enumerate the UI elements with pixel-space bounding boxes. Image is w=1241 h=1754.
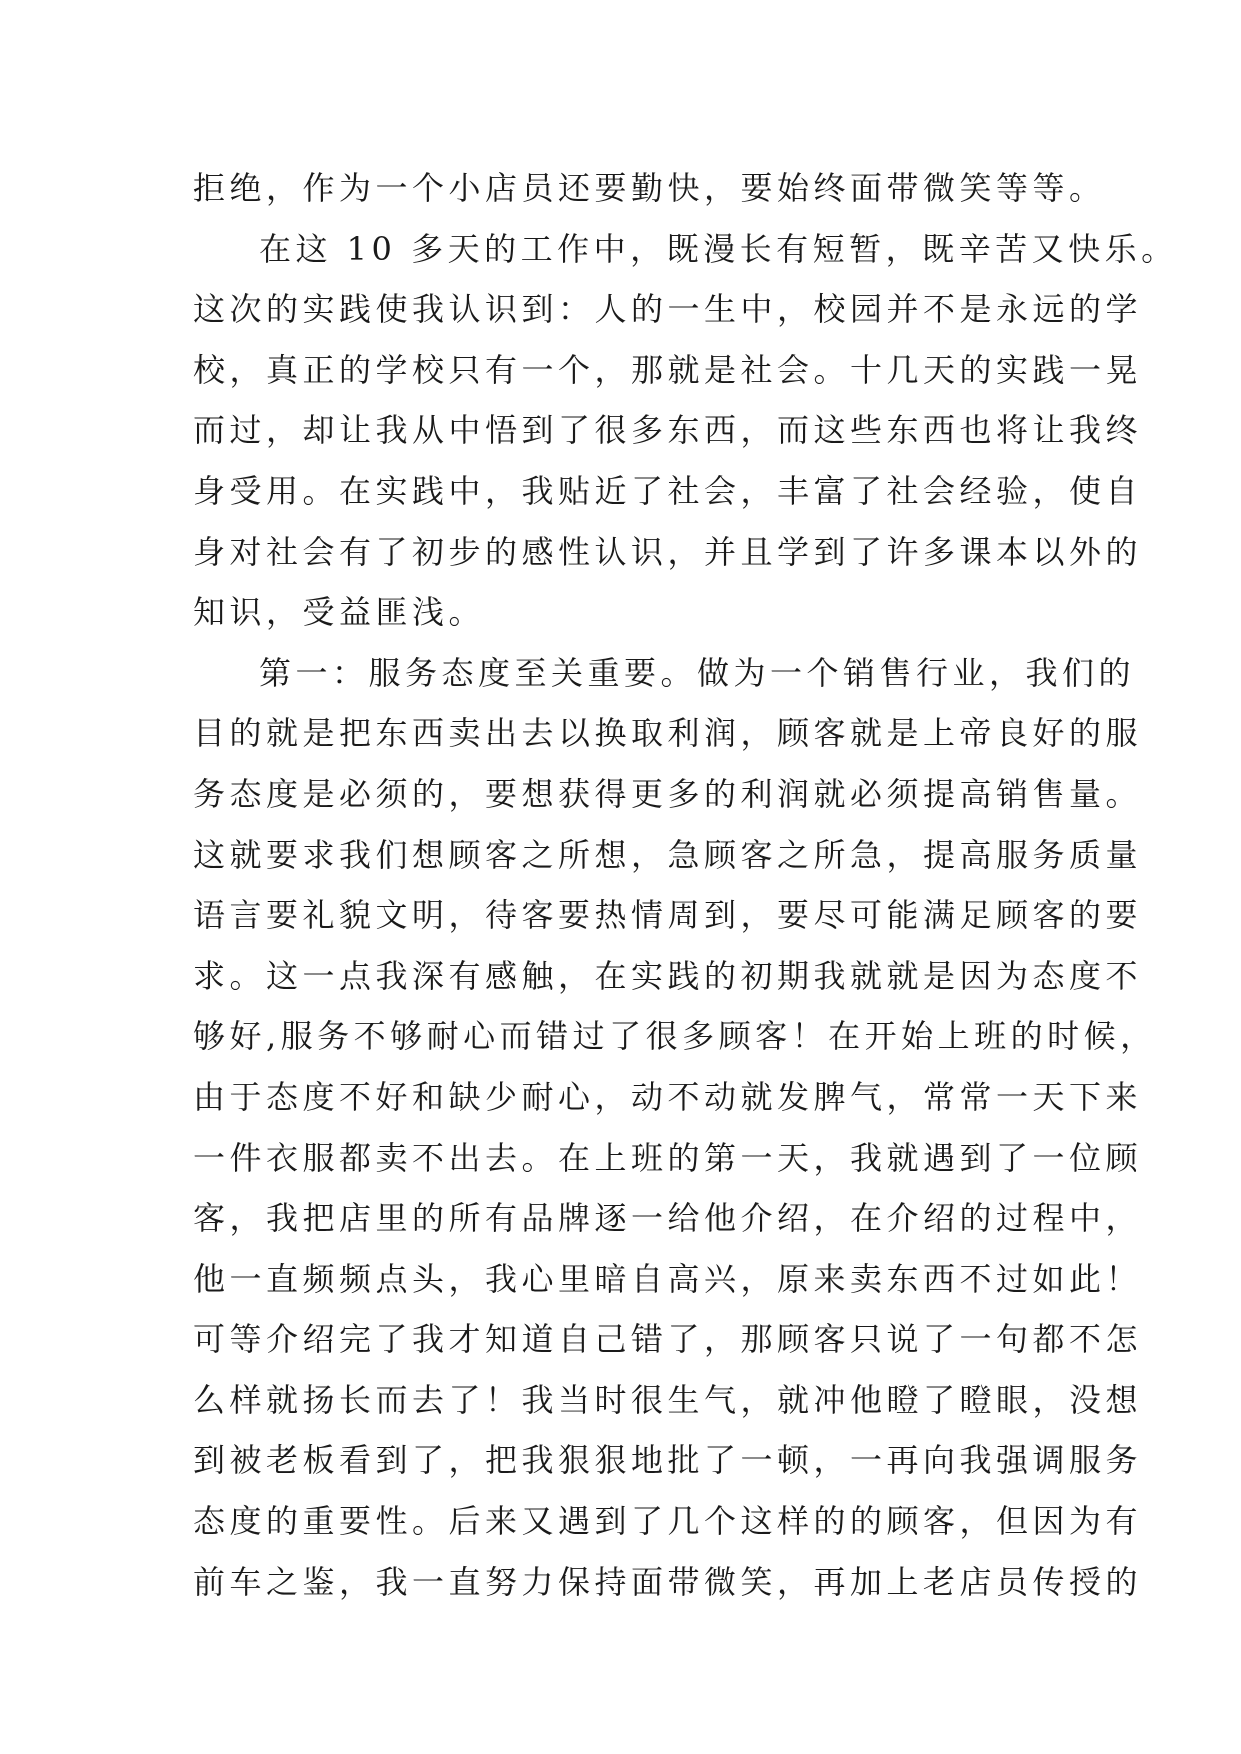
text-line: 而过，却让我从中悟到了很多东西，而这些东西也将让我终 <box>193 411 1143 450</box>
text-line: 知识，受益匪浅。 <box>193 593 486 632</box>
text-line: 一件衣服都卖不出去。在上班的第一天，我就遇到了一位顾 <box>193 1138 1143 1177</box>
text-line: 前车之鉴，我一直努力保持面带微笑，再加上老店员传授的 <box>193 1562 1143 1601</box>
text-line: 客，我把店里的所有品牌逐一给他介绍，在介绍的过程中， <box>193 1199 1143 1238</box>
text-line: 到被老板看到了，把我狠狠地批了一顿，一再向我强调服务 <box>193 1441 1143 1480</box>
text-line: 目的就是把东西卖出去以换取利润，顾客就是上帝良好的服 <box>193 714 1143 753</box>
text-line: 校，真正的学校只有一个，那就是社会。十几天的实践一晃 <box>193 350 1143 389</box>
text-line: 身对社会有了初步的感性认识，并且学到了许多课本以外的 <box>193 532 1143 571</box>
text-line: 这就要求我们想顾客之所想，急顾客之所急，提高服务质量 <box>193 835 1143 874</box>
text-line: 这次的实践使我认识到：人的一生中，校园并不是永远的学 <box>193 290 1143 329</box>
text-line: 态度的重要性。后来又遇到了几个这样的的顾客，但因为有 <box>193 1502 1143 1541</box>
text-line: 身受用。在实践中，我贴近了社会，丰富了社会经验，使自 <box>193 471 1143 510</box>
text-line: 够好,服务不够耐心而错过了很多顾客！在开始上班的时候， <box>193 1017 1157 1056</box>
text-line: 求。这一点我深有感触，在实践的初期我就就是因为态度不 <box>193 956 1143 995</box>
paragraph-first-line: 在这 10 多天的工作中，既漫长有短暂，既辛苦又快乐。 <box>259 229 1178 268</box>
document-body <box>193 158 1178 1612</box>
text-line: 务态度是必须的，要想获得更多的利润就必须提高销售量。 <box>193 774 1143 813</box>
text-line: 可等介绍完了我才知道自己错了，那顾客只说了一句都不怎 <box>193 1320 1143 1359</box>
text-line: 拒绝，作为一个小店员还要勤快，要始终面带微笑等等。 <box>193 169 1106 207</box>
text-line: 他一直频频点头，我心里暗自高兴，原来卖东西不过如此！ <box>193 1259 1143 1298</box>
text-line: 么样就扬长而去了！我当时很生气，就冲他瞪了瞪眼，没想 <box>193 1380 1143 1419</box>
paragraph-first-line: 第一：服务态度至关重要。做为一个销售行业，我们的 <box>259 653 1136 692</box>
text-line: 语言要礼貌文明，待客要热情周到，要尽可能满足顾客的要 <box>193 896 1143 935</box>
text-line: 由于态度不好和缺少耐心，动不动就发脾气，常常一天下来 <box>193 1077 1143 1116</box>
